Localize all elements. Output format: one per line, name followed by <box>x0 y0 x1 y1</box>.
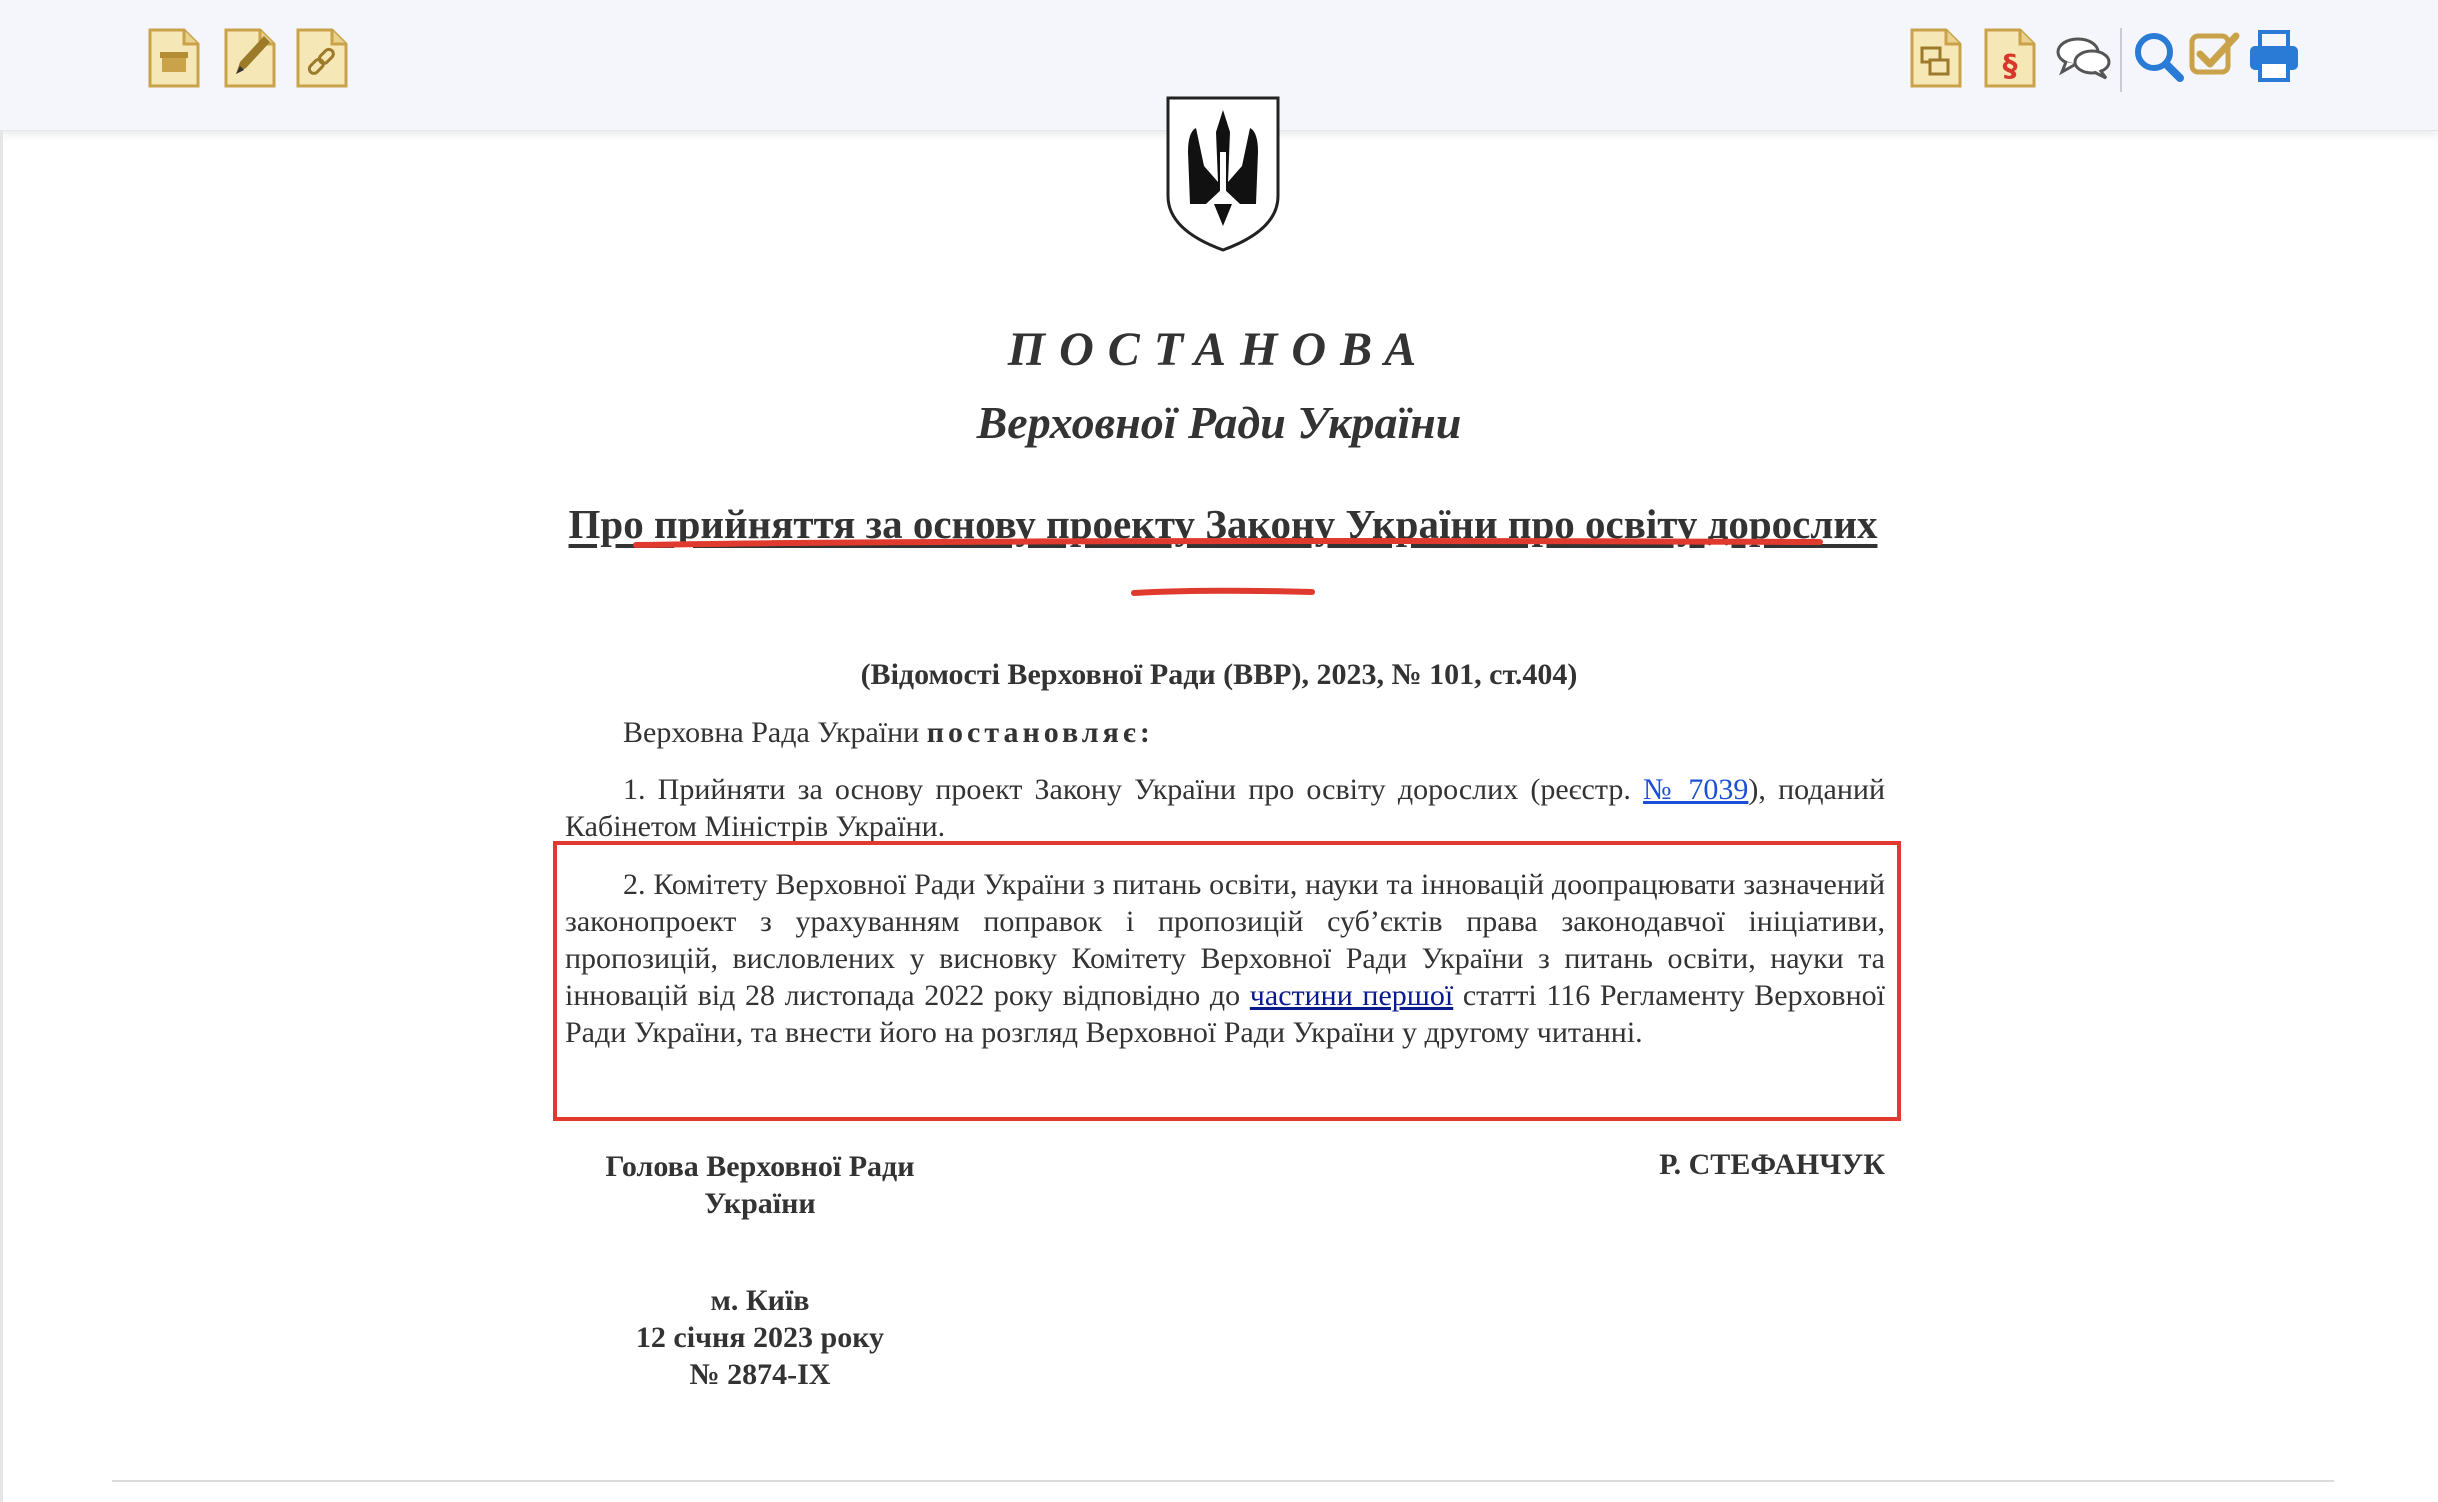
signer-position <box>560 1148 960 1222</box>
signer-name: Р. СТЕФАНЧУК <box>1659 1148 1885 1181</box>
edit-doc-icon[interactable] <box>222 26 278 90</box>
item-2-tail: статті 116 Регламенту Верховної Ради України, та внести його на розгляд Верховної Ради України у другому читанні. <box>565 979 1885 1049</box>
search-icon[interactable] <box>2130 26 2186 90</box>
part-one-link[interactable]: частини першої <box>1249 979 1454 1012</box>
check-icon[interactable] <box>2186 26 2242 90</box>
issue-city: м. Київ <box>710 1284 810 1317</box>
preamble-text: Верховна Рада України <box>623 716 927 749</box>
document-kind: ПОСТАНОВА <box>1007 323 1431 376</box>
toolbar-separator <box>2120 28 2122 92</box>
issue-date: 12 січня 2023 року <box>635 1321 885 1354</box>
item-1-text: 1. Прийняти за основу проект Закону України про освіту дорослих (реєстр. <box>623 773 1643 806</box>
issue-number: № 2874-IX <box>689 1358 831 1391</box>
item-1-tail: ), поданий Кабінетом Міністрів України. <box>565 773 1885 843</box>
archive-doc-icon[interactable] <box>146 26 202 90</box>
preamble <box>565 714 1885 751</box>
paragraph-doc-icon[interactable] <box>1982 26 2038 90</box>
item-2-text: 2. Комітету Верховної Ради України з питань освіти, науки та інновацій доопрацювати зазначений законопроект з урахуванням поправок і пропозицій суб’єктів права законодавчої ініціативи, пропозицій, висловлених у висновку Комітету Верховної Ради України з питань освіти, науки та інновацій від 28 листопада 2022 року відповідно до <box>565 868 1885 1012</box>
bill-7039-link[interactable]: № 7039 <box>1642 773 1749 806</box>
preamble-verb: постановляє: <box>926 716 1154 749</box>
document-card-icon[interactable] <box>1908 26 1964 90</box>
print-icon[interactable] <box>2246 26 2302 90</box>
link-doc-icon[interactable] <box>294 26 350 90</box>
gazette-reference: (Відомості Верховної Ради (ВВР), 2023, № 101, ст.404) <box>860 658 1578 691</box>
document-title: Про прийняття за основу проекту Закону України про освіту дорослих <box>568 501 1878 547</box>
bottom-divider <box>112 1480 2334 1482</box>
item-2 <box>565 866 1885 1051</box>
issue-details <box>560 1282 960 1393</box>
svg-text:§: § <box>2002 49 2018 84</box>
signer-position-line2: України <box>704 1187 816 1220</box>
comments-icon[interactable] <box>2054 26 2112 90</box>
item-1 <box>565 771 1885 845</box>
signer-position-line1: Голова Верховної Ради <box>605 1150 915 1183</box>
document-issuer: Верховної Ради України <box>976 397 1462 448</box>
coat-of-arms-icon <box>1162 92 1284 254</box>
